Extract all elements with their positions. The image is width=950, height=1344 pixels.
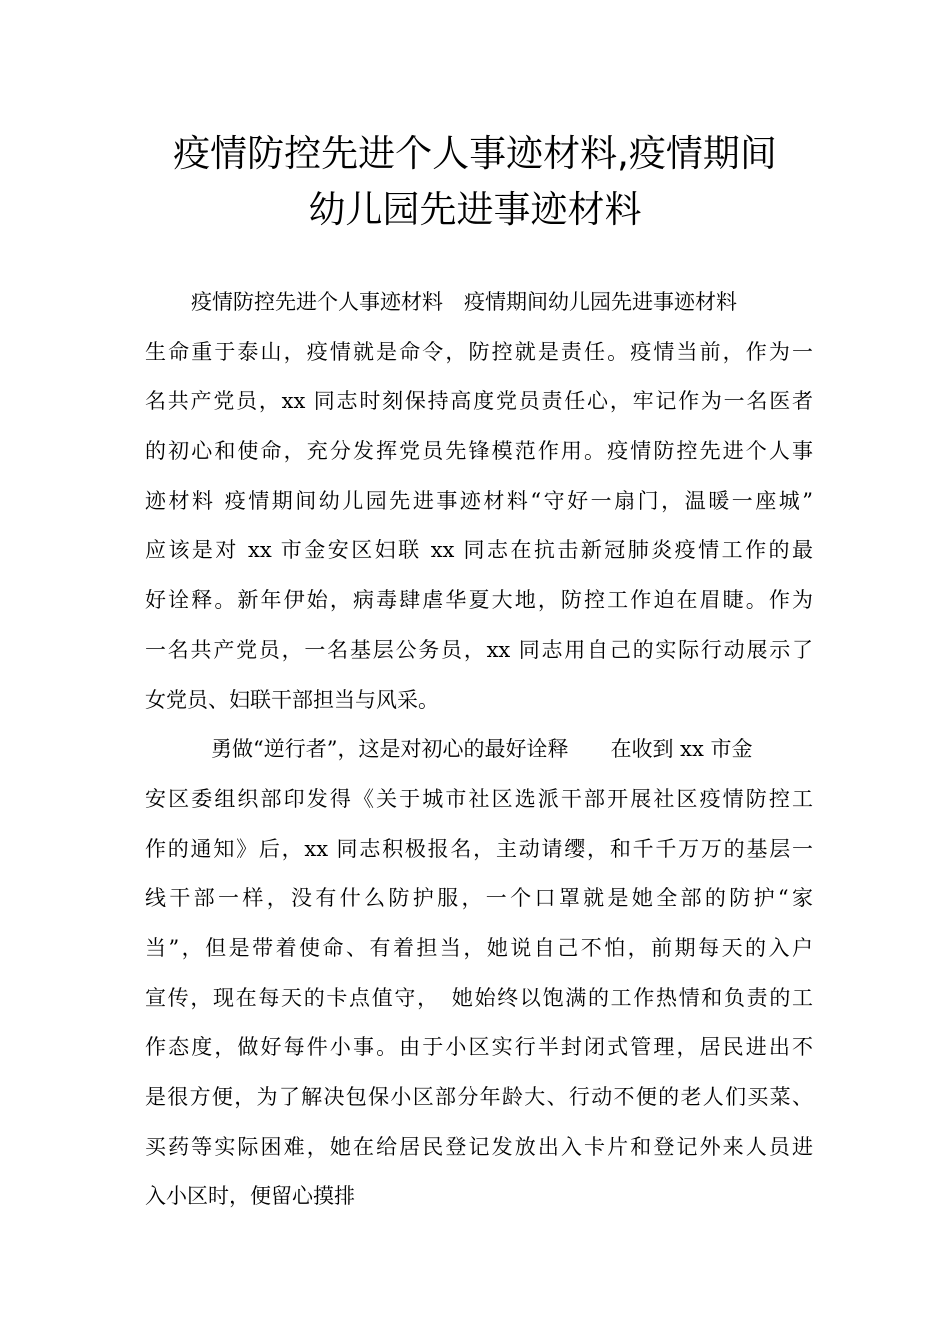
text-line: 作的通知》后，xx 同志积极报名，主动请缨，和千千万万的基层一: [145, 836, 813, 861]
text-line: 作态度，做好每件小事。由于小区实行半封闭式管理，居民进出不: [145, 1035, 813, 1060]
text-line: 勇做“逆行者”，这是对初心的最好诠释 在收到 xx 市金: [211, 737, 753, 762]
text-line: 迹材料 疫情期间幼儿园先进事迹材料“守好一扇门，温暖一座城”: [145, 488, 813, 513]
text-line: 入小区时，便留心摸排: [145, 1184, 355, 1209]
text-line: 安区委组织部印发得《关于城市社区选派干部开展社区疫情防控工: [145, 786, 813, 811]
text-line: 是很方便，为了解决包保小区部分年龄大、行动不便的老人们买菜、: [145, 1085, 813, 1109]
text-line: 好诠释。新年伊始，病毒肆虐华夏大地，防控工作迫在眉睫。作为: [145, 588, 813, 613]
body-text: [145, 278, 813, 1222]
text-line: 女党员、妇联干部担当与风采。: [145, 687, 439, 712]
text-line: 当”，但是带着使命、有着担当，她说自己不怕，前期每天的入户: [145, 935, 813, 960]
text-line: 生命重于泰山，疫情就是命令，防控就是责任。疫情当前，作为一: [145, 339, 813, 364]
text-line: 的初心和使命，充分发挥党员先锋模范作用。疫情防控先进个人事: [145, 439, 813, 464]
text-line: 买药等实际困难，她在给居民登记发放出入卡片和登记外来人员进: [145, 1134, 813, 1159]
text-line: 疫情防控先进个人事迹材料 疫情期间幼儿园先进事迹材料: [191, 290, 737, 314]
text-line: 名共产党员，xx 同志时刻保持高度党员责任心，牢记作为一名医者: [145, 389, 813, 414]
text-line: 应该是对 xx 市金安区妇联 xx 同志在抗击新冠肺炎疫情工作的最: [145, 538, 813, 563]
text-line: 一名共产党员，一名基层公务员，xx 同志用自己的实际行动展示了: [145, 637, 813, 662]
text-line: 线干部一样，没有什么防护服，一个口罩就是她全部的防护“家: [145, 886, 813, 911]
text-line: 宣传，现在每天的卡点值守， 她始终以饱满的工作热情和负责的工: [145, 985, 813, 1010]
title-line-2: 幼儿园先进事迹材料: [308, 188, 642, 231]
document-title: [100, 126, 850, 238]
title-line-1: 疫情防控先进个人事迹材料,疫情期间: [173, 132, 777, 175]
